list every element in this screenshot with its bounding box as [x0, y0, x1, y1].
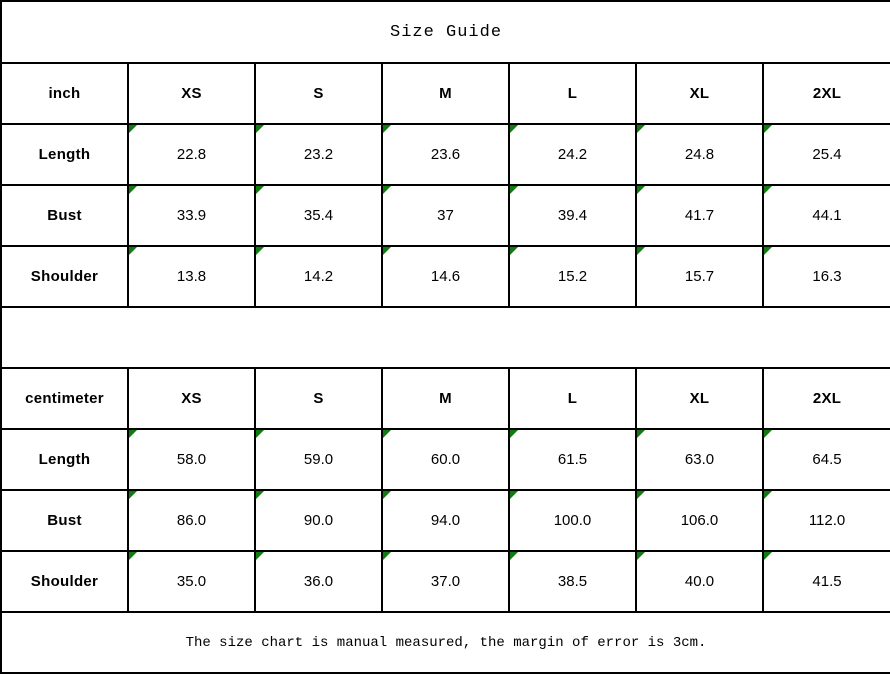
cell-value: 100.0 — [553, 512, 592, 529]
row-label-bust: Bust — [1, 185, 128, 246]
cell-value: 86.0 — [176, 512, 207, 529]
flag-triangle-icon — [764, 125, 772, 133]
value-cell — [636, 185, 763, 246]
size-header-l: L — [509, 368, 636, 429]
title-row — [1, 1, 890, 63]
cell-value: 33.9 — [176, 207, 207, 224]
flag-triangle-icon — [764, 247, 772, 255]
flag-triangle-icon — [764, 430, 772, 438]
inch-header-row — [1, 63, 890, 124]
cell-value: 23.6 — [430, 146, 461, 163]
cell-value: 35.4 — [303, 207, 334, 224]
value-cell — [255, 551, 382, 612]
cell-value: 44.1 — [812, 207, 842, 224]
flag-triangle-icon — [510, 552, 518, 560]
cell-value: 24.2 — [557, 146, 588, 163]
centimeter-bust-row — [1, 490, 890, 551]
flag-triangle-icon — [637, 430, 645, 438]
unit-header-centimeter: centimeter — [1, 368, 128, 429]
flag-triangle-icon — [256, 430, 264, 438]
size-header-s: S — [255, 368, 382, 429]
flag-triangle-icon — [383, 125, 391, 133]
cell-value: 15.7 — [684, 268, 715, 285]
centimeter-length-row — [1, 429, 890, 490]
row-label-shoulder: Shoulder — [1, 551, 128, 612]
centimeter-header-row — [1, 368, 890, 429]
cell-value: 38.5 — [557, 573, 588, 590]
cell-value: 36.0 — [303, 573, 334, 590]
cell-value: 24.8 — [684, 146, 715, 163]
size-header-2xl: 2XL — [763, 63, 890, 124]
value-cell — [509, 551, 636, 612]
cell-value: 39.4 — [557, 207, 588, 224]
flag-triangle-icon — [510, 186, 518, 194]
value-cell — [128, 185, 255, 246]
cell-value: 13.8 — [176, 268, 207, 285]
value-cell — [636, 124, 763, 185]
flag-triangle-icon — [256, 491, 264, 499]
centimeter-shoulder-row — [1, 551, 890, 612]
spacer-cell — [1, 307, 890, 368]
inch-shoulder-row — [1, 246, 890, 307]
flag-triangle-icon — [637, 186, 645, 194]
cell-value: 14.2 — [303, 268, 334, 285]
value-cell — [382, 490, 509, 551]
row-label-length: Length — [1, 124, 128, 185]
cell-value: 14.6 — [430, 268, 461, 285]
flag-triangle-icon — [510, 430, 518, 438]
value-cell — [763, 185, 890, 246]
value-cell — [636, 429, 763, 490]
value-cell — [128, 124, 255, 185]
cell-value: 35.0 — [176, 573, 207, 590]
size-header-s: S — [255, 63, 382, 124]
page-title: Size Guide — [1, 1, 890, 63]
cell-value: 60.0 — [430, 451, 461, 468]
cell-value: 112.0 — [808, 512, 846, 529]
value-cell — [382, 429, 509, 490]
inch-length-row — [1, 124, 890, 185]
cell-value: 37 — [437, 207, 454, 224]
flag-triangle-icon — [510, 125, 518, 133]
value-cell — [636, 246, 763, 307]
flag-triangle-icon — [637, 247, 645, 255]
value-cell — [128, 551, 255, 612]
cell-value: 41.5 — [812, 573, 842, 590]
cell-value: 22.8 — [176, 146, 207, 163]
flag-triangle-icon — [510, 491, 518, 499]
value-cell — [382, 185, 509, 246]
flag-triangle-icon — [256, 247, 264, 255]
size-header-l: L — [509, 63, 636, 124]
cell-value: 25.4 — [812, 146, 842, 163]
size-header-xl: XL — [636, 368, 763, 429]
cell-value: 64.5 — [812, 451, 842, 468]
flag-triangle-icon — [256, 552, 264, 560]
flag-triangle-icon — [383, 186, 391, 194]
flag-triangle-icon — [129, 247, 137, 255]
flag-triangle-icon — [129, 552, 137, 560]
cell-value: 58.0 — [176, 451, 207, 468]
inch-bust-row — [1, 185, 890, 246]
value-cell — [382, 124, 509, 185]
flag-triangle-icon — [764, 186, 772, 194]
value-cell — [128, 429, 255, 490]
value-cell — [763, 551, 890, 612]
cell-value: 63.0 — [684, 451, 715, 468]
value-cell — [509, 429, 636, 490]
cell-value: 94.0 — [430, 512, 461, 529]
flag-triangle-icon — [129, 186, 137, 194]
flag-triangle-icon — [256, 125, 264, 133]
flag-triangle-icon — [764, 491, 772, 499]
value-cell — [509, 490, 636, 551]
value-cell — [255, 246, 382, 307]
flag-triangle-icon — [256, 186, 264, 194]
flag-triangle-icon — [129, 125, 137, 133]
size-header-2xl: 2XL — [763, 368, 890, 429]
flag-triangle-icon — [510, 247, 518, 255]
cell-value: 59.0 — [303, 451, 334, 468]
cell-value: 40.0 — [684, 573, 715, 590]
flag-triangle-icon — [129, 430, 137, 438]
cell-value: 16.3 — [812, 268, 842, 285]
value-cell — [636, 490, 763, 551]
value-cell — [763, 124, 890, 185]
size-header-xs: XS — [128, 368, 255, 429]
value-cell — [509, 185, 636, 246]
value-cell — [382, 246, 509, 307]
flag-triangle-icon — [764, 552, 772, 560]
value-cell — [128, 246, 255, 307]
cell-value: 37.0 — [430, 573, 461, 590]
size-header-xs: XS — [128, 63, 255, 124]
flag-triangle-icon — [383, 491, 391, 499]
value-cell — [636, 551, 763, 612]
unit-header-inch: inch — [1, 63, 128, 124]
footer-note: The size chart is manual measured, the margin of error is 3cm. — [1, 612, 890, 673]
value-cell — [382, 551, 509, 612]
cell-value: 23.2 — [303, 146, 334, 163]
flag-triangle-icon — [637, 491, 645, 499]
value-cell — [255, 429, 382, 490]
value-cell — [509, 246, 636, 307]
cell-value: 90.0 — [303, 512, 334, 529]
value-cell — [763, 429, 890, 490]
size-header-m: M — [382, 368, 509, 429]
spacer-row — [1, 307, 890, 368]
cell-value: 61.5 — [557, 451, 588, 468]
size-header-xl: XL — [636, 63, 763, 124]
value-cell — [509, 124, 636, 185]
row-label-length: Length — [1, 429, 128, 490]
flag-triangle-icon — [637, 552, 645, 560]
flag-triangle-icon — [383, 247, 391, 255]
cell-value: 15.2 — [557, 268, 588, 285]
size-header-m: M — [382, 63, 509, 124]
value-cell — [255, 124, 382, 185]
flag-triangle-icon — [637, 125, 645, 133]
value-cell — [255, 490, 382, 551]
footer-row — [1, 612, 890, 673]
value-cell — [763, 246, 890, 307]
flag-triangle-icon — [129, 491, 137, 499]
cell-value: 106.0 — [680, 512, 719, 529]
cell-value: 41.7 — [684, 207, 715, 224]
flag-triangle-icon — [383, 552, 391, 560]
value-cell — [128, 490, 255, 551]
row-label-shoulder: Shoulder — [1, 246, 128, 307]
flag-triangle-icon — [383, 430, 391, 438]
value-cell — [255, 185, 382, 246]
value-cell — [763, 490, 890, 551]
row-label-bust: Bust — [1, 490, 128, 551]
